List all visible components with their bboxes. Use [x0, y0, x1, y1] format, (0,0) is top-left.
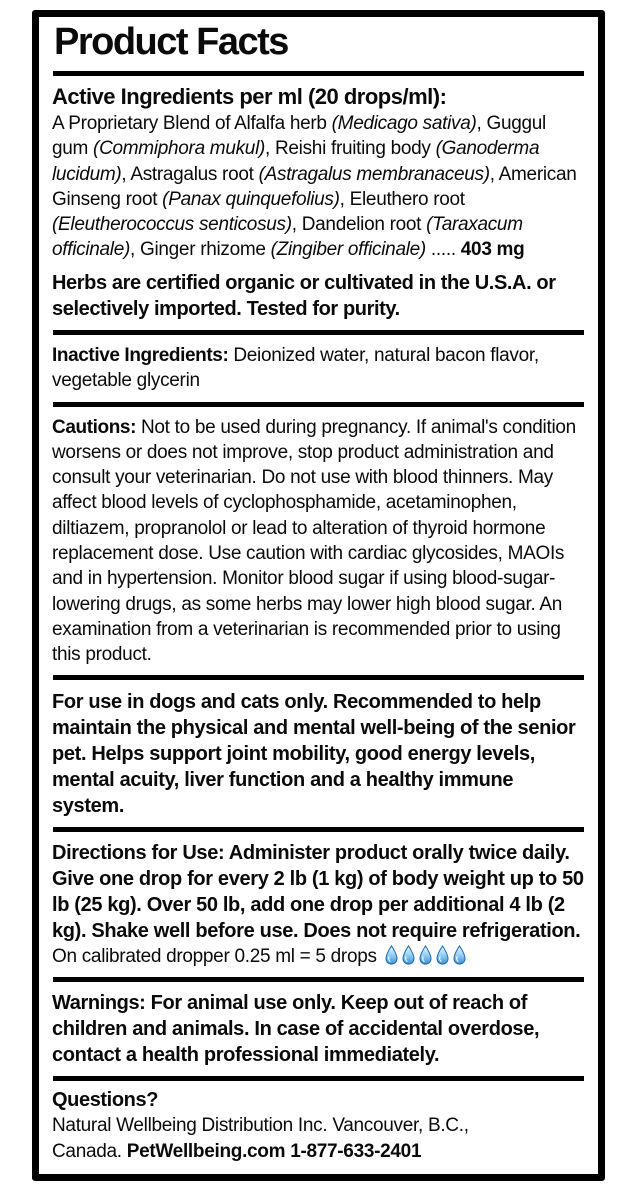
- section-questions: [52, 1089, 585, 1164]
- text-run: .....: [425, 239, 461, 261]
- section-divider: [53, 827, 584, 832]
- text-run: (Astragalus membranaceus): [258, 163, 490, 185]
- text-run: (Ganoderma lucidum): [52, 138, 540, 185]
- water-drop-icon: [384, 945, 399, 965]
- contact-text: [52, 1139, 585, 1164]
- text-run: PetWellbeing.com 1-877-633-2401: [126, 1140, 422, 1162]
- text-run: (Zingiber officinale): [270, 239, 426, 261]
- text-run: Inactive Ingredients:: [52, 344, 229, 366]
- text-run: Deionized water, natural bacon flavor, vegetable glycerin: [52, 344, 539, 392]
- text-run: Not to be used during pregnancy. If animal's condition worsens or does not improve, stop product administration and consult your veterinarian. Do not use with blood thinners. May affect blood levels of cyclophosphamide, acetaminophen, diltiazem, propranolol or lead to alteration of thyroid hormone replacement dose. Use caution with cardiac glycosides, MAOIs and in hypertension. Monitor blood sugar if using blood-sugar- lowering drugs, as some herbs may lower high blood sugar. An examination from a veterinarian is recommended prior to using this product.: [52, 416, 576, 666]
- questions-heading: Questions?: [52, 1089, 159, 1112]
- text-run: , Astragalus root: [121, 163, 259, 185]
- section-divider: [53, 1076, 584, 1081]
- warnings-text: [52, 990, 585, 1068]
- dropper-calibration-text: On calibrated dropper 0.25 ml = 5 drops: [52, 945, 377, 967]
- text-run: (Commiphora mukul): [93, 138, 266, 160]
- section-directions: [52, 840, 585, 969]
- active-ingredients-heading: Active Ingredients per ml (20 drops/ml):: [52, 84, 447, 110]
- directions-text: Directions for Use: Administer product orally twice daily. Give one drop for every 2 lb (1 kg) of body weight up to 50 lb (25 kg). Over 50 lb, add one drop per additional 4 lb (2 kg). Shake well before use. Does not require refrigeration.: [52, 841, 584, 942]
- section-divider: [53, 402, 584, 407]
- product-facts-label: [32, 10, 605, 1181]
- text-run: 403 mg: [460, 239, 525, 261]
- text-run: Cautions:: [52, 416, 137, 438]
- text-run: (Eleutherococcus senticosus): [52, 214, 292, 236]
- section-active-ingredients: [52, 84, 585, 322]
- water-drop-icon: [435, 945, 450, 965]
- distributor-text: Natural Wellbeing Distribution Inc. Vancouver, B.C.,: [52, 1115, 469, 1137]
- section-divider: [53, 977, 584, 982]
- text-run: Warnings:: [52, 992, 146, 1015]
- text-run: , American Ginseng root: [52, 163, 577, 210]
- text-run: A Proprietary Blend of Alfalfa herb: [52, 113, 332, 135]
- section-warnings: [52, 990, 585, 1068]
- section-cautions: [52, 415, 585, 668]
- section-recommended-use: [52, 689, 585, 819]
- water-drop-icon: [452, 945, 467, 965]
- text-run: (Taraxacum officinale): [52, 214, 523, 261]
- section-divider: [53, 71, 584, 76]
- inactive-ingredients-text: [52, 343, 585, 394]
- text-run: , Eleuthero root: [339, 188, 465, 210]
- cautions-text: [52, 415, 585, 668]
- dropper-calibration-line: [52, 944, 585, 969]
- section-divider: [53, 330, 584, 335]
- herbs-certified-note: Herbs are certified organic or cultivated in the U.S.A. or selectively imported. Tested for purity.: [52, 271, 556, 320]
- text-run: (Medicago sativa): [331, 113, 477, 135]
- water-drop-icon: [401, 945, 416, 965]
- text-run: , Dandelion root: [291, 214, 427, 236]
- text-run: , Reishi fruiting body: [265, 138, 436, 160]
- text-run: Canada.: [52, 1140, 127, 1162]
- section-inactive-ingredients: [52, 343, 585, 394]
- recommended-use-text: For use in dogs and cats only. Recommended to help maintain the physical and mental well-being of the senior pet. Helps support joint mobility, good energy levels, mental acuity, liver function and a healthy immune system.: [52, 690, 576, 817]
- product-facts-title: Product Facts: [54, 21, 288, 63]
- text-run: , Ginger rhizome: [130, 239, 271, 261]
- text-run: , Guggul gum: [52, 113, 546, 160]
- text-run: For animal use only. Keep out of reach of children and animals. In case of accidental overdose, contact a health professional immediately.: [52, 992, 540, 1067]
- section-divider: [53, 675, 584, 680]
- text-run: (Panax quinquefolius): [162, 188, 340, 210]
- water-drop-icon: [418, 945, 433, 965]
- active-ingredients-text: [52, 111, 585, 263]
- water-drop-icons: [384, 946, 469, 967]
